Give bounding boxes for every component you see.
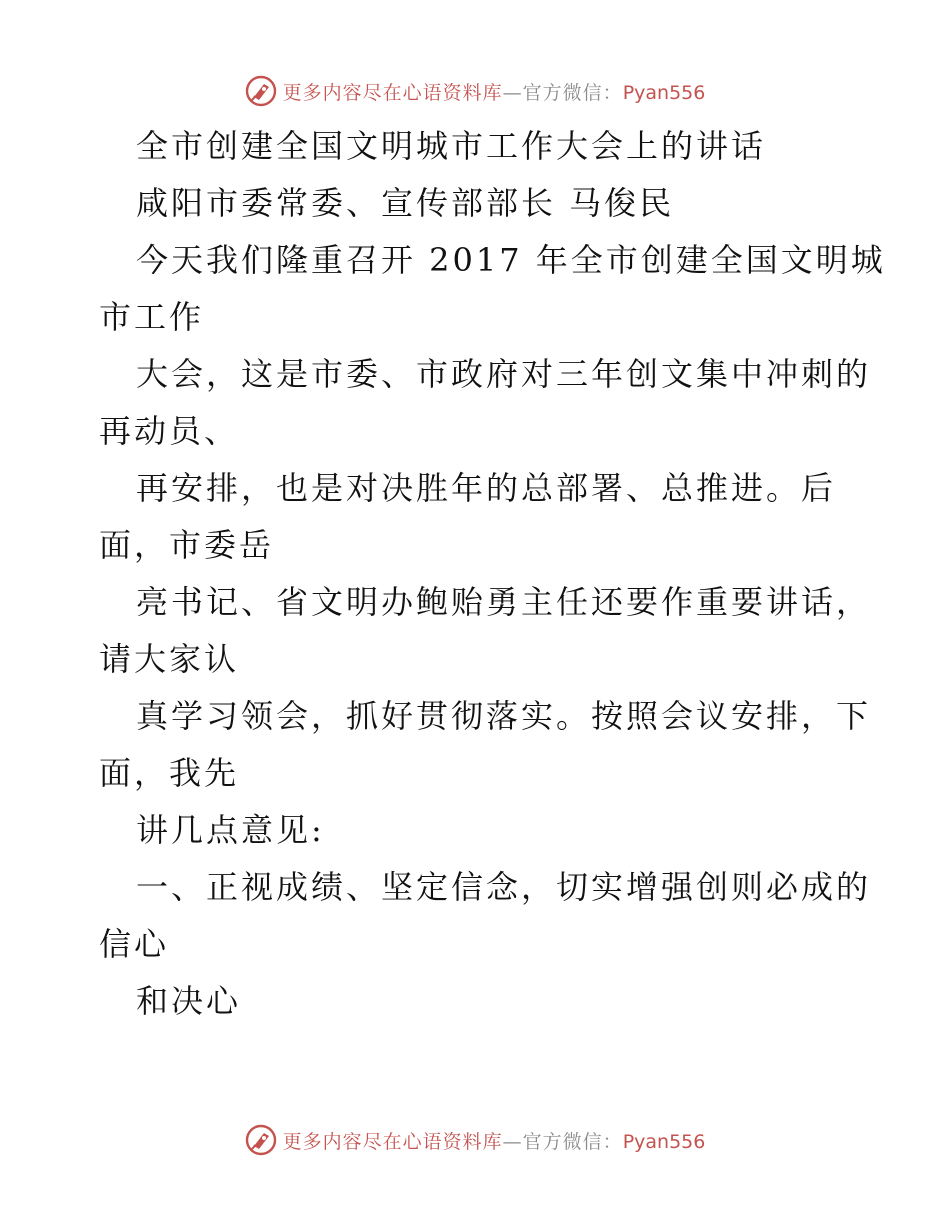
- paragraph-line: 大会，这是市委、市政府对三年创文集中冲刺的: [136, 355, 872, 393]
- paragraph-line: 亮书记、省文明办鲍贻勇主任还要作重要讲话，: [136, 583, 872, 621]
- footer-watermark-banner: [0, 1120, 950, 1160]
- watermark-main: 更多内容尽在心语资料库: [282, 1130, 503, 1153]
- paragraph-line: 市工作: [99, 298, 205, 336]
- watermark-text: [283, 78, 706, 105]
- document-speaker: 咸阳市委常委、宣传部部长 马俊民: [136, 184, 675, 222]
- watermark-text: [283, 1127, 706, 1154]
- pen-nib-logo-icon: [245, 75, 277, 107]
- paragraph-line: 讲几点意见:: [136, 811, 325, 849]
- watermark-wechat-id: Pyan556: [622, 1130, 706, 1153]
- document-title: 全市创建全国文明城市工作大会上的讲话: [136, 127, 767, 165]
- section-heading-line: 一、正视成绩、坚定信念，切实增强创则必成的: [136, 868, 872, 906]
- watermark-main: 更多内容尽在心语资料库: [282, 81, 503, 104]
- paragraph-line: 再安排，也是对决胜年的总部署、总推进。后: [136, 469, 837, 507]
- paragraph-line: 面，我先: [99, 754, 240, 792]
- watermark-wechat-label: 官方微信：: [522, 81, 623, 104]
- document-body: [0, 118, 950, 1030]
- section-heading-line: 信心: [99, 925, 170, 963]
- paragraph-line: 今天我们隆重召开 2017 年全市创建全国文明城: [136, 241, 886, 279]
- paragraph-line: 再动员、: [99, 412, 240, 450]
- watermark-wechat-label: 官方微信：: [522, 1130, 623, 1153]
- watermark-separator: —: [502, 81, 523, 104]
- paragraph-line: 面，市委岳: [99, 526, 275, 564]
- watermark-wechat-id: Pyan556: [622, 81, 706, 104]
- pen-nib-logo-icon: [245, 1124, 277, 1156]
- paragraph-line: 请大家认: [99, 640, 240, 678]
- section-heading-line: 和决心: [136, 982, 242, 1020]
- paragraph-line: 真学习领会，抓好贯彻落实。按照会议安排，下: [136, 697, 872, 735]
- watermark-separator: —: [502, 1130, 523, 1153]
- header-watermark-banner: [0, 71, 950, 111]
